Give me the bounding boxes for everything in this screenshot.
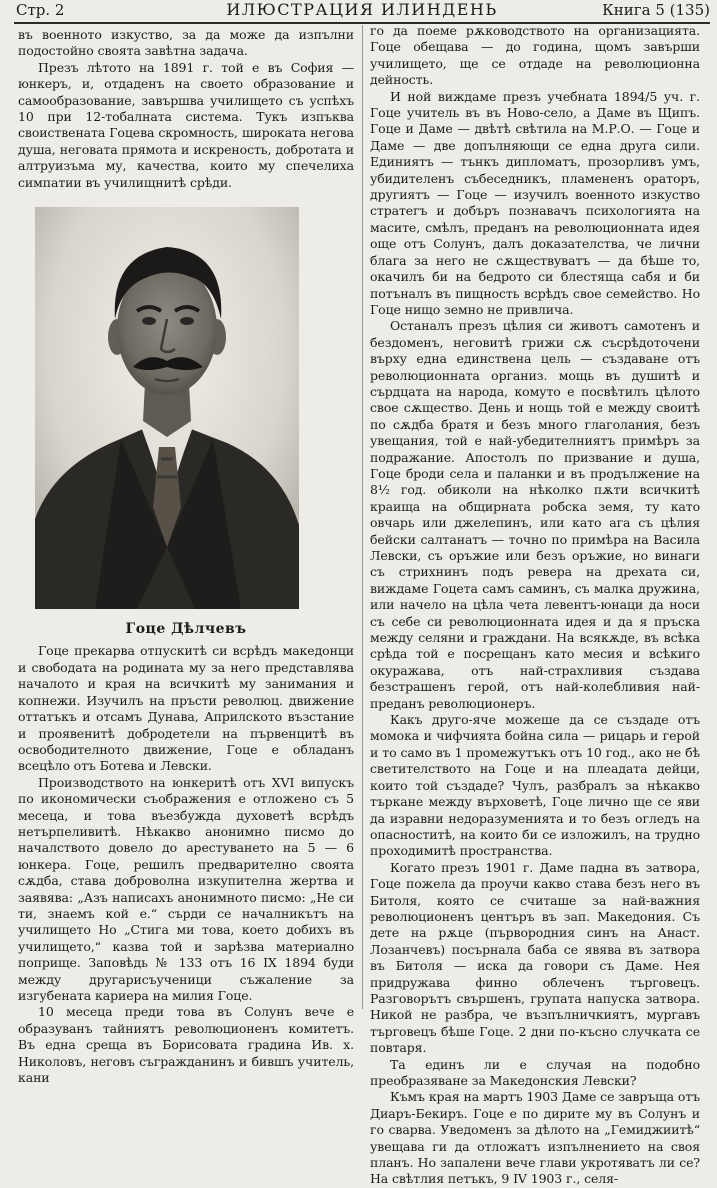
paragraph: И ной виждаме презъ учебната 1894/5 уч. г. Гоце учитель въ въ Ново-село, а Даме въ Щипъ. Гоце и Даме — двѣтѣ свѣтила на М.Р.О. — Гоце и Даме — две допълняющи се една друга сили. Единиятъ — тънкъ дипломатъ, прозорливъ умъ, убидителенъ събеседникъ, пламененъ ораторъ, другиятъ — Гоце — изучилъ военното изкуство стратегъ и добъръ познавачъ психологията на масите, смѣлъ, преданъ на революционната идея още отъ Солунъ, далъ доказателства, че лични блага за него не сѫществуватъ — да бѣше то, окачилъ би на бедрото си блестяща сабя и би потъналъ въ пищность всрѣдъ свое семейство. Но Гоце нищо земно не привлича. bbox=[370, 88, 700, 317]
page-header bbox=[14, 0, 710, 24]
paragraph: Гоце прекарва отпускитѣ си всрѣдъ македонци и свободата на родината му за него представлява началото и края на всичкитѣ му занимания и копнежи. Изучилъ на пръсти революц. движение оттатъкъ и отсамъ Дунава, Априлското възстание и проявенитѣ добродетели на първенцитѣ въ освободителното движение, Гоце е обладанъ всецѣло отъ Ботева и Левски. bbox=[18, 643, 354, 774]
paragraph: 10 месеца преди това въ Солунъ вече е образуванъ тайниятъ революционенъ комитетъ. Въ една среща въ Борисовата градина Ив. х. Николовъ, неговъ съгражданинъ и бившъ учитель, кани bbox=[18, 1004, 354, 1086]
paragraph: го да поеме рѫководството на организацията. Гоце обещава — до година, щомъ завърши училището, ще се отдаде на революционна дейность. bbox=[370, 23, 700, 88]
paragraph: Къмъ края на мартъ 1903 Даме се завръща отъ Диаръ-Бекиръ. Гоце е по дирите му въ Солунъ и го сварва. Уведоменъ за дѣлото на „Гемиджиитѣ“ увещава ги да отложатъ изпълнението на своя планъ. Но запалени вече глави укротяватъ ли се? На свѣтлия петъкъ, 9 IV 1903 г., селя- bbox=[370, 1089, 700, 1187]
issue-number: Книга 5 (135) bbox=[602, 1, 710, 19]
magazine-title: ИЛЮСТРАЦИЯ ИЛИНДЕНЬ bbox=[226, 0, 498, 19]
paragraph: Останалъ презъ цѣлия си животъ самотенъ и бездоменъ, неговитѣ грижи сѫ съсрѣдоточени върху една единствена цель — създаване отъ революционната организ. мощь въ душитѣ и сърдцата на народа, комуто е посвѣтилъ цѣлото свое сѫщество. День и нощь той е между своитѣ по сѫдба братя и безъ много глаголания, безъ увещания, той е най-убедителниятъ примѣръ за подражание. Апостолъ по призвание и душа, Гоце броди села и паланки и въ продължение на 8½ год. обиколи на нѣколко пѫти всичкитѣ краища на общирната робска земя, ту като овчарь или джелепинъ, или като ага съ цѣлия бейски салтанатъ — точно по примѣра на Васила Левски, съ оръжие или безъ оръжие, но винаги съ стрихнинъ подъ ревера на дрехата си, виждаме Гоцета самъ саминъ, съ малка дружина, или начело на цѣла чета левентъ-юнаци да носи съ себе си революционната идея и да я пръска между селяни и граждани. На всякѫде, въ всѣка срѣда той е посрещанъ като месия и всѣкиго окуражава, отъ най-страхливия създава безстрашенъ герой, отъ най-колебливия най-преданъ революционеръ. bbox=[370, 318, 700, 711]
paragraph: Когато презъ 1901 г. Даме падна въ затвора, Гоце пожела да проучи какво става безъ него въ Битоля, която се считаше за най-важния революционенъ центъръ въ зап. Македония. Съ дете на рѫце (първородния синъ на Анаст. Лозанчевъ) посърнала баба се явява въ затвора въ Битоля — иска да говори съ Даме. Нея придружава финно облеченъ търговецъ. Разговорътъ свършенъ, групата напуска затвора. Никой не разбра, че възпълничкиятъ, мургавъ търговецъ бѣше Гоце. 2 дни по-късно случката се повтаря. bbox=[370, 859, 700, 1056]
portrait-illustration bbox=[35, 207, 299, 609]
photo-caption: Гоце Дѣлчевъ bbox=[125, 621, 247, 638]
paragraph: въ военното изкуство, за да може да изпълни подостойно своята завѣтна задача. bbox=[18, 27, 354, 59]
paragraph: Та единъ ли е случая на подобно преобразяване за Македонския Левски? bbox=[370, 1056, 700, 1088]
portrait-photo bbox=[35, 207, 299, 609]
page-number: Стр. 2 bbox=[16, 1, 65, 19]
right-column bbox=[370, 23, 700, 1188]
paragraph: Производството на юнкеритѣ отъ XVI випускъ по икономически съображения е отложено съ 5 месеца, и това въезбужда духоветѣ всрѣдъ нетърпеливитѣ. Нѣкакво анонимно писмо до началството довело до арестуването на 5 — 6 юнкера. Гоце, решилъ предварително своята сѫдба, става доброволна изкупителна жертва и заявява: „Азъ написахъ анонимното писмо: „Не си ти, знаемъ кой е.“ сърди се началникътъ на училището Но „Стига ми това, което добихъ въ училището,“ казва той и зарѣзва материално поприще. Заповѣдь № 133 отъ 16 IX 1894 буди между другарисъученици съжаление за изгубената кариера на милия Гоце. bbox=[18, 774, 354, 1003]
column-divider bbox=[362, 25, 363, 1009]
left-column bbox=[18, 27, 354, 1086]
paragraph: Какъ друго-яче можеше да се създаде отъ момока и чифчията бойна сила — рицарь и герой и то само въ 1 промежутъкъ отъ 10 год., ако не бѣ светителството на Гоце и на плеадата дейци, които той създаде? Чулъ, разбралъ за нѣкакво търкане между върховетѣ, Гоце лично ще се яви да изравни недоразуменията и то безъ огледъ на опасноститѣ, на които би се изложилъ, на трудно проходимитѣ пространства. bbox=[370, 712, 700, 859]
paragraph: Презъ лѣтото на 1891 г. той е въ София — юнкеръ, и, отдаденъ на своето образование и самообразование, завършва училището съ успѣхъ 10 при 12-тобалната система. Тукъ изпъква своиствената Гоцева скромность, широката негова душа, неговата прямота и искреность, добротата и алтруизъма му, качества, които му спечелиха симпатии въ училищнитѣ срѣди. bbox=[18, 59, 354, 190]
